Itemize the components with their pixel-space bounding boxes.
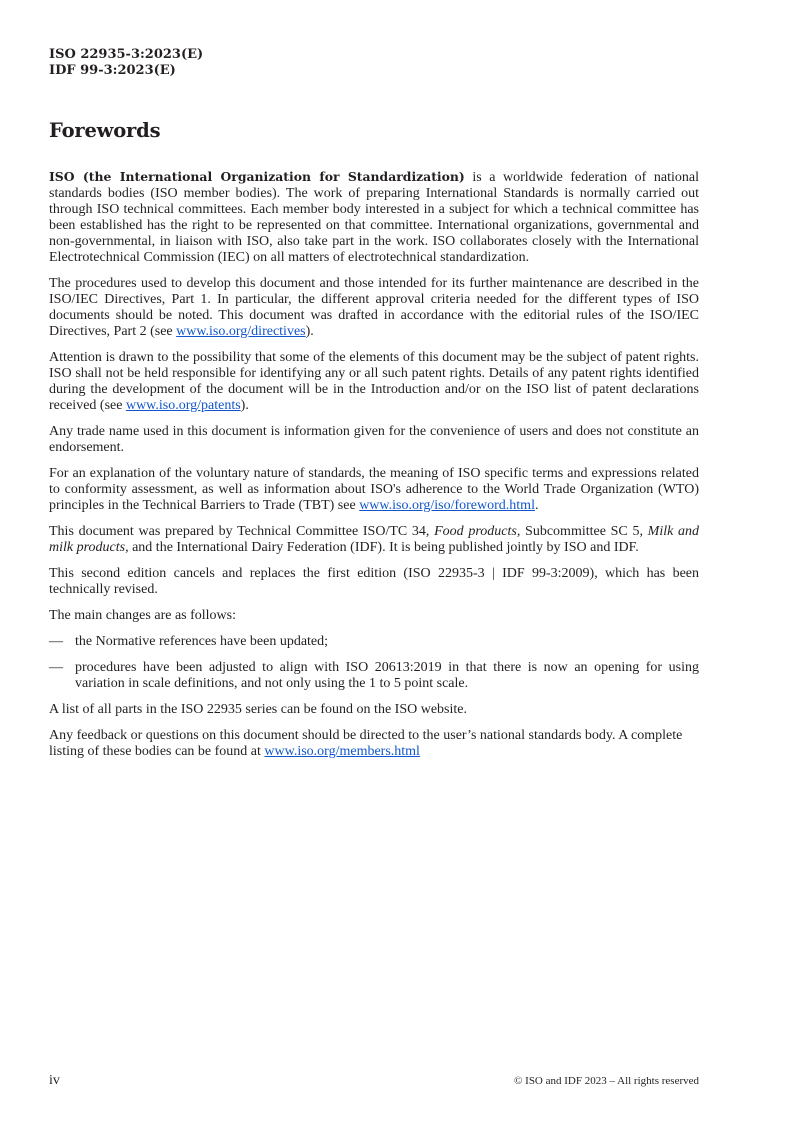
committee-italic-food: Food products — [434, 524, 517, 539]
doc-id-idf: IDF 99-3:2023(E) — [49, 63, 176, 78]
paragraph-edition: This second edition cancels and replaces the first edition (ISO 22935-3 | IDF 99-3:2009), which has been technically revised. — [49, 566, 699, 597]
feedback-text: Any feedback or questions on this document should be directed to the user’s national standards body. A complete listing of these bodies can be found at — [49, 728, 683, 759]
paragraph-feedback — [49, 728, 699, 760]
committee-text-1: This document was prepared by Technical Committee ISO/TC 34, — [49, 524, 435, 539]
committee-text-3: , and the International Dairy Federation (IDF). It is being published jointly by ISO and IDF. — [125, 540, 639, 555]
paragraph-trade-name: Any trade name used in this document is information given for the convenience of users and does not constitute an endorsement. — [49, 424, 699, 455]
paragraph-committee — [49, 524, 699, 556]
iso-intro-text: is a worldwide federation of national standards bodies (ISO member bodies). The work of preparing International Standards is normally carried out through ISO technical committees. Each member body interested in a subject for which a technical committee has been established has the right to be represented on that committee. International organizations, governmental and non-governmental, in liaison with ISO, also take part in the work. ISO collaborates closely with the International Electrotechnical Commission (IEC) on all matters of electrotechnical standardization. — [49, 170, 699, 265]
procedures-text: The procedures used to develop this document and those intended for its further maintenance are described in the ISO/IEC Directives, Part 1. In particular, the different approval criteria needed for the different types of ISO documents should be noted. This document was drafted in accordance with the editorial rules of the ISO/IEC Directives, Part 2 (see — [49, 276, 699, 339]
patents-link[interactable]: www.iso.org/patents — [125, 398, 241, 413]
list-item — [49, 660, 699, 692]
foreword-link[interactable]: www.iso.org/iso/foreword.html — [359, 498, 535, 513]
paragraph-patents — [49, 350, 699, 414]
bullet-text: the Normative references have been updated; — [75, 634, 329, 649]
bullet-dash: — — [49, 660, 63, 675]
committee-italic-milk: Milk and milk products — [49, 524, 700, 555]
patents-text: Attention is drawn to the possibility that some of the elements of this document may be the subject of patent rights. ISO shall not be held responsible for identifying any or all such patent rights. Details of any patent rights identified during the development of the document will be in the Introduction and/or on the ISO list of patent declarations received (see — [49, 350, 699, 413]
document-page — [49, 47, 699, 770]
procedures-text-end: ). — [305, 324, 314, 339]
doc-id-iso: ISO 22935-3:2023(E) — [49, 47, 204, 62]
paragraph-procedures — [49, 276, 699, 340]
directives-link[interactable]: www.iso.org/directives — [176, 324, 306, 339]
patents-text-end: ). — [240, 398, 249, 413]
paragraph-iso-intro — [49, 169, 699, 266]
copyright-notice: © ISO and IDF 2023 – All rights reserved — [514, 1075, 699, 1087]
committee-text-2: , Subcommittee SC 5, — [516, 524, 648, 539]
voluntary-text: For an explanation of the voluntary nature of standards, the meaning of ISO specific terms and expressions related to conformity assessment, as well as information about ISO's adherence to the World Trade Organization (WTO) principles in the Technical Barriers to Trade (TBT) see — [49, 466, 699, 513]
paragraph-voluntary-nature — [49, 466, 699, 514]
paragraph-changes-intro: The main changes are as follows: — [49, 608, 236, 623]
bullet-dash: — — [49, 634, 63, 649]
page-title: Forewords — [49, 119, 161, 142]
list-item — [49, 634, 699, 650]
document-header — [49, 47, 699, 79]
members-link[interactable]: www.iso.org/members.html — [264, 744, 420, 759]
page-number: iv — [49, 1073, 60, 1088]
page-footer — [49, 1073, 699, 1089]
iso-bold-lead: ISO (the International Organization for Standardization) — [49, 169, 465, 184]
voluntary-text-end: . — [534, 498, 539, 513]
paragraph-series-list: A list of all parts in the ISO 22935 series can be found on the ISO website. — [49, 702, 467, 717]
bullet-text: procedures have been adjusted to align with ISO 20613:2019 in that there is now an opening for using variation in scale definitions, and not only using the 1 to 5 point scale. — [75, 660, 699, 691]
